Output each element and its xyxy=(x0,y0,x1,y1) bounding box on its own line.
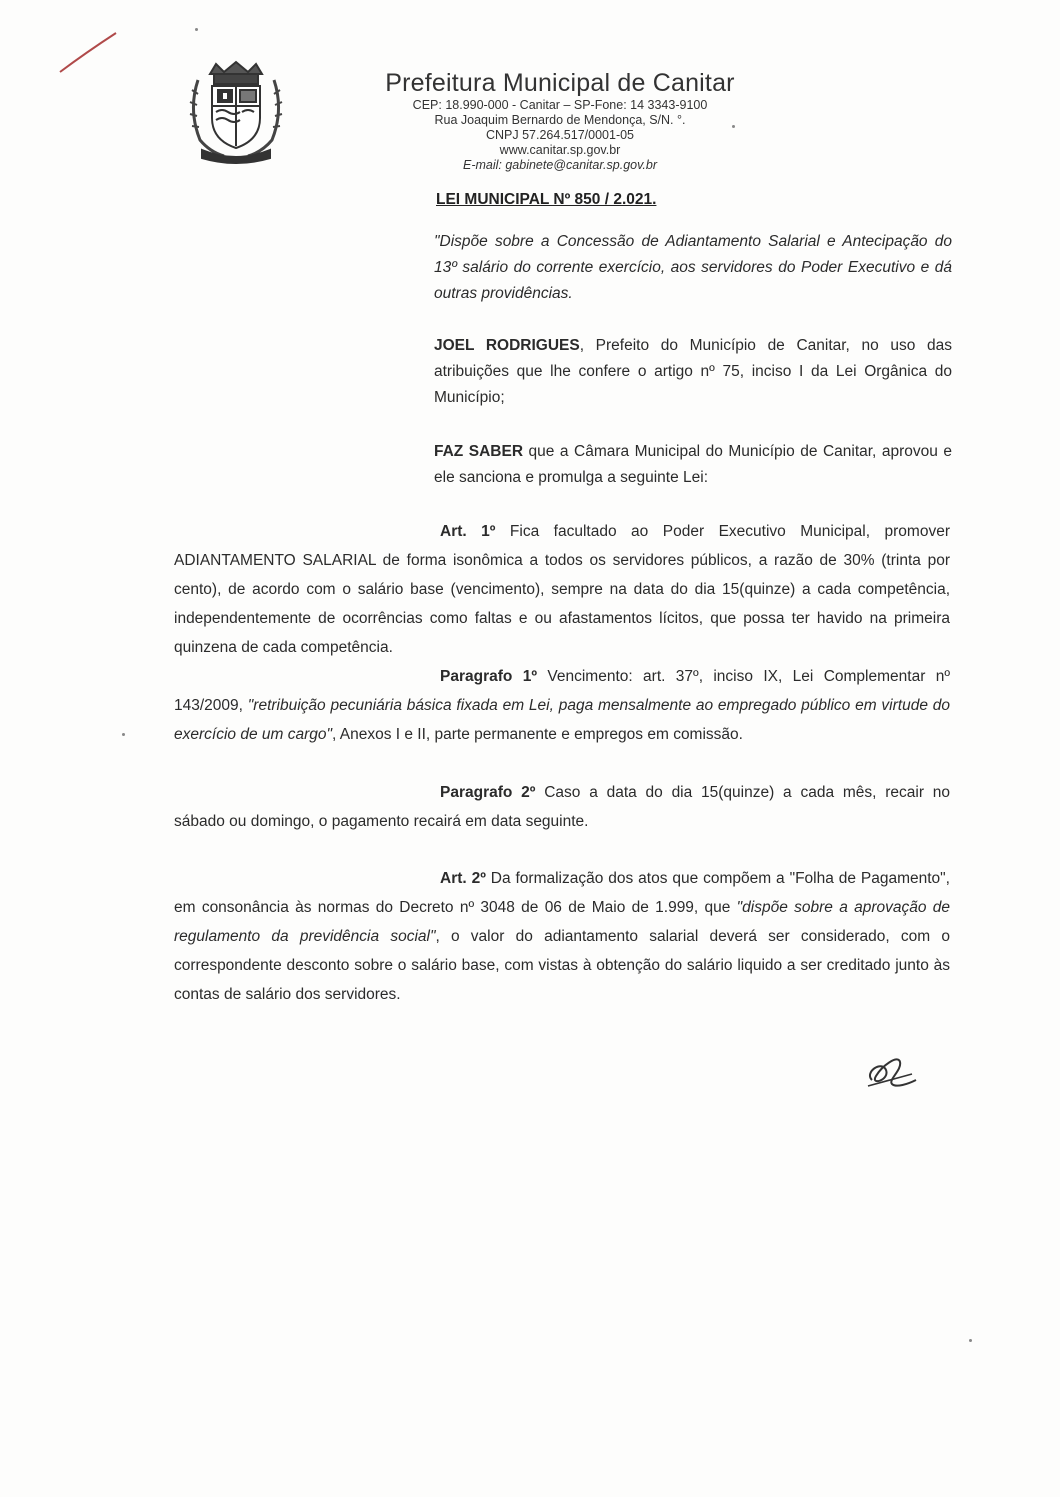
faz-saber-text: que a Câmara Municipal do Município de Canitar, aprovou e ele sanciona e promulga a seguinte Lei: xyxy=(434,443,952,486)
address-line-1: CEP: 18.990-000 - Canitar – SP-Fone: 14 3343-9100 xyxy=(412,98,708,112)
article-2-text-b: , o valor do adiantamento salarial deverá ser considerado, com o correspondente desconto sobre o salário base, com vistas à obtenção do salário liquido a ser creditado junto às contas de salário dos servidores. xyxy=(174,928,950,1003)
article-2 xyxy=(174,864,950,1009)
faz-saber-lead: FAZ SABER xyxy=(434,443,524,460)
mayor-text: , Prefeito do Município de Canitar, no uso das atribuições que lhe confere o artigo nº 75, inciso I da Lei Orgânica do Município; xyxy=(434,337,952,406)
email-line: E-mail: gabinete@canitar.sp.gov.br xyxy=(462,158,658,172)
paragraph-1-text-b: , Anexos I e II, parte permanente e empregos em comissão. xyxy=(332,726,743,743)
paragraph-1 xyxy=(174,662,950,749)
institution-name: Prefeitura Municipal de Canitar xyxy=(385,69,735,97)
scan-speck xyxy=(969,1339,972,1342)
scan-speck xyxy=(195,28,198,31)
article-1-label: Art. 1º xyxy=(440,523,496,540)
article-1-text: Fica facultado ao Poder Executivo Municipal, promover ADIANTAMENTO SALARIAL de forma isonômica a todos os servidores públicos, a razão de 30% (trinta por cento), de acordo com o salário base (vencimento), sempre na data do dia 15(quinze) a cada competência, independentemente de ocorrências como faltas e ou afastamentos lícitos, que possa ter havido na primeira quinzena de cada competência. xyxy=(174,523,950,656)
paragraph-1-text-a: Vencimento: art. 37º, inciso IX, Lei Complementar nº 143/2009, xyxy=(174,668,950,714)
cnpj-line: CNPJ 57.264.517/0001-05 xyxy=(485,128,635,142)
article-2-text-a: Da formalização dos atos que compõem a "Folha de Pagamento", em consonância às normas do Decreto nº 3048 de 06 de Maio de 1.999, que xyxy=(174,870,950,916)
article-2-label: Art. 2º xyxy=(440,870,486,887)
scan-speck xyxy=(732,125,735,128)
handwritten-initials-icon xyxy=(862,1050,918,1092)
law-abstract: "Dispõe sobre a Concessão de Adiantamento Salarial e Antecipação do 13º salário do corrente exercício, aos servidores do Poder Executivo e dá outras providências. xyxy=(434,233,952,302)
article-2-quote: "dispõe sobre a aprovação de regulamento da previdência social" xyxy=(174,899,951,945)
address-line-2: Rua Joaquim Bernardo de Mendonça, S/N. °. xyxy=(434,113,686,127)
preamble-mayor xyxy=(434,333,952,411)
paragraph-1-quote: "retribuição pecuniária básica fixada em Lei, paga mensalmente ao empregado público em virtude do exercício de um cargo" xyxy=(174,697,951,743)
scan-speck xyxy=(122,733,125,736)
stray-pen-mark-icon xyxy=(58,30,120,76)
article-1 xyxy=(174,517,950,662)
paragraph-2-text: Caso a data do dia 15(quinze) a cada mês, recair no sábado ou domingo, o pagamento recairá em data seguinte. xyxy=(174,784,951,830)
mayor-name: JOEL RODRIGUES xyxy=(434,337,580,354)
website-line: www.canitar.sp.gov.br xyxy=(499,143,621,157)
paragraph-1-label: Paragrafo 1º xyxy=(440,668,538,685)
law-title: LEI MUNICIPAL Nº 850 / 2.021. xyxy=(436,191,657,208)
letterhead xyxy=(350,68,770,173)
paragraph-2 xyxy=(174,778,950,836)
preamble-faz-saber xyxy=(434,439,952,491)
paragraph-2-label: Paragrafo 2º xyxy=(440,784,536,801)
municipal-coat-of-arms-icon xyxy=(180,60,292,164)
